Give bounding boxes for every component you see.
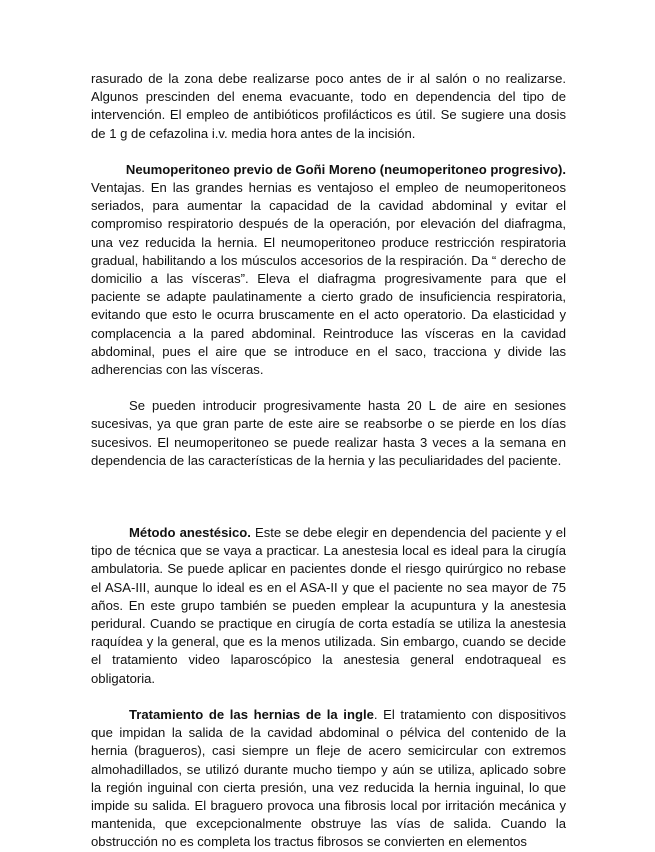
section-pneumoperitoneum — [91, 161, 566, 379]
paragraph-air-sessions: Se pueden introducir progresivamente hasta 20 L de aire en sesiones sucesivas, ya que gran parte de este aire se reabsorbe o se pierde en los días sucesivos. El neumoperitoneo se puede realizar hasta 3 veces a la semana en dependencia de las características de la hernia y las peculiaridades del paciente. — [91, 398, 566, 468]
body-hernia-treatment: . El tratamiento con dispositivos que impidan la salida de la cavidad abdominal o pélvica del contenido de la hernia (bragueros), casi siempre un fleje de acero semicircular con extremos almohadillados, se utilizó durante mucho tiempo y aún se utiliza, aplicado sobre la región inguinal con cierta presión, una vez reducida la hernia inguinal, lo que impide su salida. El braguero provoca una fibrosis local por irritación mecánica y mantenida, que excepcionalmente obstruye las vías de salida. Cuando la obstrucción no es completa los tractus fibrosos se convierten en elementos — [91, 706, 567, 850]
section-anesthesia — [91, 524, 566, 688]
heading-anesthesia: Método anestésico. — [129, 525, 251, 541]
paragraph-preparation: rasurado de la zona debe realizarse poco antes de ir al salón o no realizarse. Algunos prescinden del enema evacuante, todo en dependencia del tipo de intervención. El empleo de antibióticos profilácticos es útil. Se sugiere una dosis de 1 g de cefazolina i.v. media hora antes de la incisión. — [91, 71, 566, 141]
document-page — [91, 70, 566, 852]
section-spacer — [91, 470, 566, 524]
paragraph-spacer — [91, 143, 566, 161]
paragraph-spacer — [91, 379, 566, 397]
heading-pneumoperitoneum: Neumoperitoneo previo de Goñi Moreno (neumoperitoneo progresivo). — [125, 161, 566, 177]
body-pneumoperitoneum: Ventajas. En las grandes hernias es ventajoso el empleo de neumoperitoneos seriados, para aumentar la capacidad de la cavidad abdominal y evitar el compromiso respiratorio después de la operación, por elevación del diafragma, una vez reducida la hernia. El neumoperitoneo produce restricción respiratoria gradual, habilitando a los músculos accesorios de la respiración. Da “ derecho de domicilio a las vísceras”. Eleva el diafragma progresivamente para que el paciente se adapte paulatinamente a cierto grado de insuficiencia respiratoria, evitando que esto le ocurra bruscamente en el acto operatorio. Da elasticidad y complacencia a la pared abdominal. Reintroduce las vísceras en la cavidad abdominal, pues el aire que se introduce en el saco, tracciona y divide las adherencias con las vísceras. — [91, 180, 566, 378]
paragraph-spacer — [91, 688, 566, 706]
section-hernia-treatment — [91, 706, 566, 852]
heading-hernia-treatment: Tratamiento de las hernias de la ingle — [129, 706, 374, 722]
body-anesthesia: Este se debe elegir en dependencia del paciente y el tipo de técnica que se vaya a practicar. La anestesia local es ideal para la cirugía ambulatoria. Se puede aplicar en pacientes donde el riesgo quirúrgico no rebase el ASA-III, aunque lo ideal es en el ASA-II y que el paciente no sea mayor de 75 años. En este grupo también se pueden emplear la acupuntura y la anestesia peridural. Cuando se practique en cirugía de corta estadía se utiliza la anestesia raquídea y la general, que es la menos utilizada. Sin embargo, cuando se decide el tratamiento video laparoscópico la anestesia general endotraqueal es obligatoria. — [91, 525, 566, 686]
